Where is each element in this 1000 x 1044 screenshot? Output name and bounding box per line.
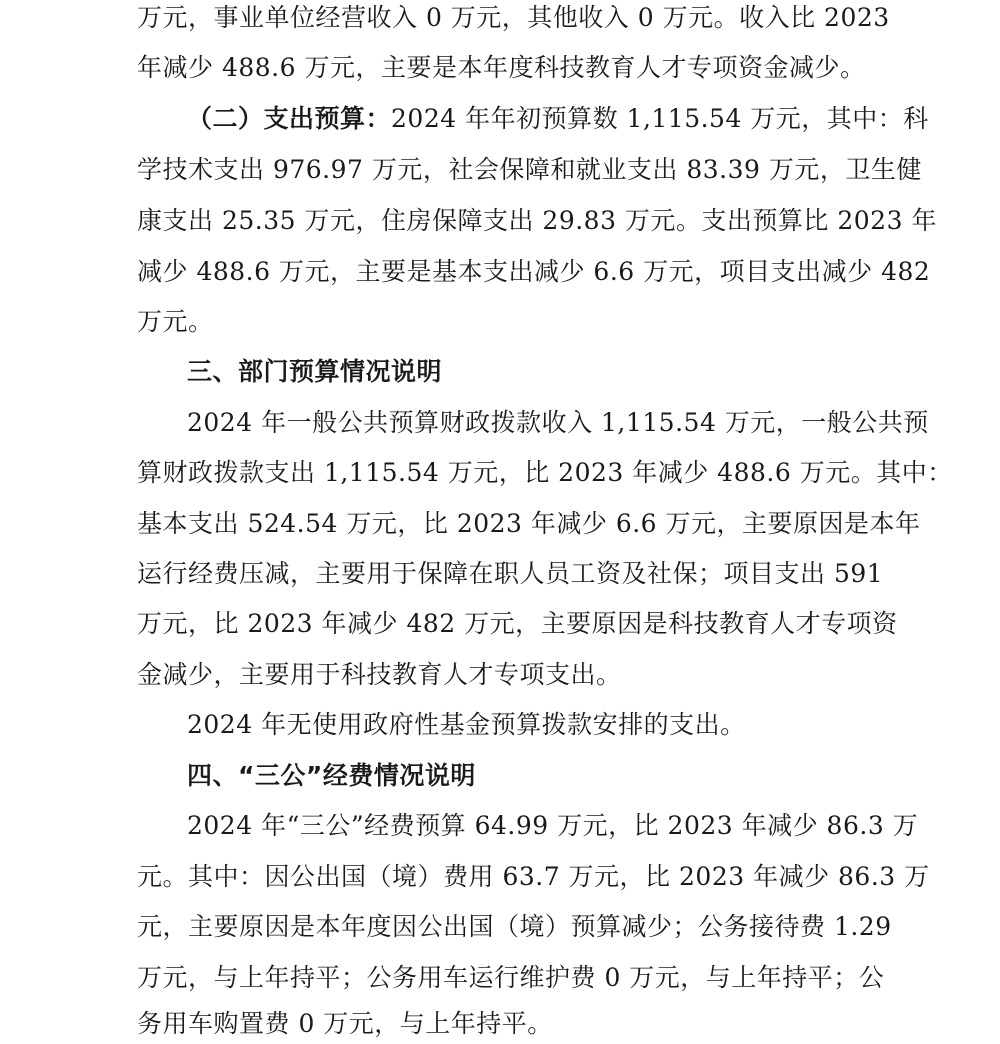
paragraph-expense-line-4: 减少 488.6 万元，主要是基本支出减少 6.6 万元，项目支出减少 482: [137, 257, 931, 286]
paragraph-three-public-line-4: 万元，与上年持平；公务用车运行维护费 0 万元，与上年持平；公: [137, 963, 885, 992]
paragraph-budget-line-6: 金减少，主要用于科技教育人才专项支出。: [137, 660, 622, 689]
paragraph-budget-line-5: 万元，比 2023 年减少 482 万元，主要原因是科技教育人才专项资: [137, 609, 898, 638]
paragraph-fund-line-1: 2024 年无使用政府性基金预算拨款安排的支出。: [187, 710, 746, 739]
paragraph-income-line-2: 年减少 488.6 万元，主要是本年度科技教育人才专项资金减少。: [137, 53, 866, 82]
paragraph-expense-line-2: 学技术支出 976.97 万元，社会保障和就业支出 83.39 万元，卫生健: [137, 155, 922, 184]
paragraph-three-public-line-3: 元，主要原因是本年度因公出国（境）预算减少；公务接待费 1.29: [137, 912, 892, 941]
paragraph-three-public-line-5: 务用车购置费 0 万元，与上年持平。: [137, 1009, 553, 1038]
paragraph-expense-line-3: 康支出 25.35 万元，住房保障支出 29.83 万元。支出预算比 2023 年: [137, 206, 937, 235]
paragraph-three-public-line-1: 2024 年“三公”经费预算 64.99 万元，比 2023 年减少 86.3 万: [187, 811, 919, 840]
paragraph-budget-line-4: 运行经费压减，主要用于保障在职人员工资及社保；项目支出 591: [137, 559, 884, 588]
paragraph-expense-line-1: [187, 99, 929, 139]
paragraph-budget-line-3: 基本支出 524.54 万元，比 2023 年减少 6.6 万元，主要原因是本年: [137, 509, 921, 538]
paragraph-budget-line-1: 2024 年一般公共预算财政拨款收入 1,115.54 万元，一般公共预: [187, 408, 929, 437]
paragraph-budget-line-2: 算财政拨款支出 1,115.54 万元，比 2023 年减少 488.6 万元。其中：: [137, 458, 953, 487]
paragraph-three-public-line-2: 元。其中：因公出国（境）费用 63.7 万元，比 2023 年减少 86.3 万: [137, 862, 930, 891]
paragraph-expense-line-5: 万元。: [137, 307, 214, 336]
paragraph-income-line-1: 万元，事业单位经营收入 0 万元，其他收入 0 万元。收入比 2023: [137, 3, 890, 32]
section-heading-4: 四、“三公”经费情况说明: [187, 761, 476, 790]
expense-section-lead: （二）支出预算：: [187, 104, 392, 133]
expense-line-1-text: 2024 年年初预算数 1,115.54 万元，其中：科: [391, 104, 929, 133]
section-heading-3: 三、部门预算情况说明: [187, 357, 443, 386]
